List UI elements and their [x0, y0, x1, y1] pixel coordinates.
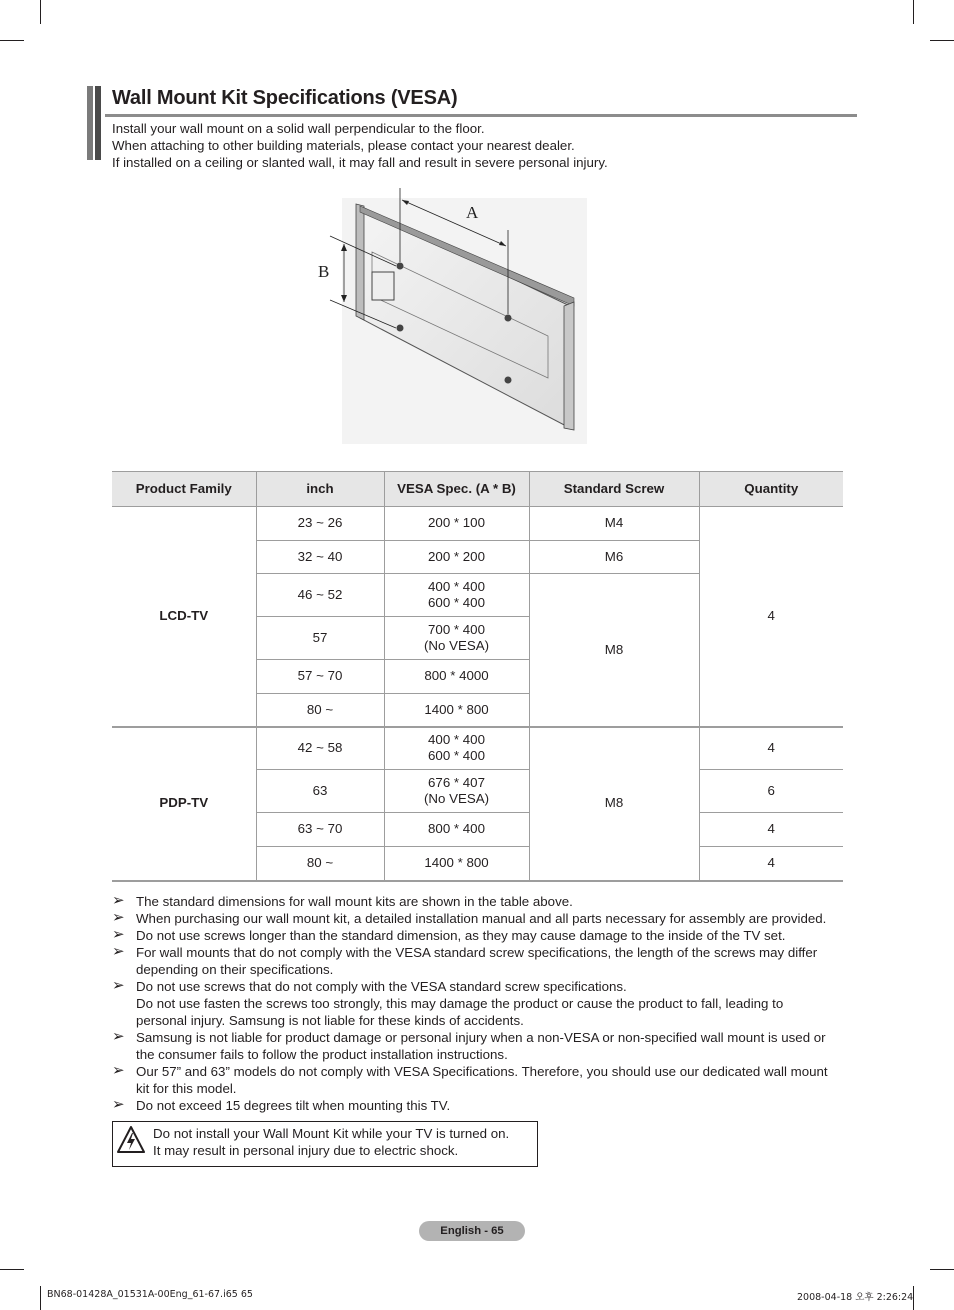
intro-text [112, 120, 852, 171]
screw-cell: M4 [529, 507, 699, 541]
quantity-cell: 6 [699, 770, 843, 813]
vesa-spec-table [112, 471, 843, 882]
note-line: When purchasing our wall mount kit, a detailed installation manual and all parts necessary for assembly are provided. [136, 911, 827, 926]
table-row [112, 507, 843, 541]
inch-cell: 80 ~ [256, 694, 384, 727]
vesa-line: (No VESA) [423, 791, 490, 806]
note-item [112, 1063, 857, 1097]
electric-shock-warning-icon [116, 1125, 146, 1155]
screw-hole-icon [397, 263, 404, 270]
vesa-line: 700 * 400 [428, 621, 485, 637]
note-item [112, 978, 857, 1029]
crop-mark [913, 0, 914, 24]
family-cell: PDP-TV [112, 727, 256, 881]
note-arrow-icon: ➢ [112, 926, 125, 943]
crop-mark [40, 0, 41, 24]
table-row [112, 727, 843, 770]
inch-cell: 57 [256, 617, 384, 660]
screw-hole-icon [505, 315, 512, 322]
note-item [112, 1029, 857, 1063]
inch-cell: 63 [256, 770, 384, 813]
tv-frame-edge [356, 204, 364, 320]
column-header: VESA Spec. (A * B) [384, 472, 529, 507]
intro-line: Install your wall mount on a solid wall perpendicular to the floor. [112, 121, 485, 136]
warning-line: It may result in personal injury due to electric shock. [153, 1143, 459, 1158]
vesa-line: 400 * 400 [428, 731, 485, 747]
inch-cell: 23 ~ 26 [256, 507, 384, 541]
vesa-cell: 800 * 4000 [384, 660, 529, 694]
note-line: Samsung is not liable for product damage or personal injury when a non-VESA or non-specified wall mount is used or [136, 1030, 826, 1045]
vesa-cell [384, 617, 529, 660]
page-title: Wall Mount Kit Specifications (VESA) [112, 87, 458, 109]
print-file-info: BN68-01428A_01531A-00Eng_61-67.i65 65 [47, 1289, 253, 1300]
notes-list [112, 893, 857, 1114]
heading-bar [95, 86, 101, 160]
intro-line: If installed on a ceiling or slanted wall, it may fall and result in severe personal injury. [112, 155, 608, 170]
inch-cell: 42 ~ 58 [256, 727, 384, 770]
note-line: For wall mounts that do not comply with the VESA standard screw specifications, the length of the screws may differ [136, 945, 818, 960]
screw-cell: M8 [529, 574, 699, 727]
family-cell: LCD-TV [112, 507, 256, 727]
warning-box [112, 1121, 538, 1167]
crop-mark [0, 1269, 24, 1270]
note-arrow-icon: ➢ [112, 1096, 125, 1113]
quantity-cell: 4 [699, 727, 843, 770]
vesa-cell [384, 770, 529, 813]
note-line: kit for this model. [136, 1081, 237, 1096]
note-item [112, 910, 857, 927]
note-arrow-icon: ➢ [112, 909, 125, 926]
crop-mark [0, 40, 24, 41]
warning-text [153, 1125, 509, 1159]
inch-cell: 32 ~ 40 [256, 541, 384, 574]
note-item [112, 944, 857, 978]
column-header: Quantity [699, 472, 843, 507]
note-line: Our 57” and 63” models do not comply with VESA Specifications. Therefore, you should use our dedicated wall mount [136, 1064, 828, 1079]
note-line: Do not exceed 15 degrees tilt when mounting this TV. [136, 1098, 451, 1113]
vesa-line: (No VESA) [423, 638, 490, 653]
vesa-line: 400 * 400 [428, 578, 485, 594]
table-header-row [112, 472, 843, 507]
inch-cell: 63 ~ 70 [256, 813, 384, 847]
note-line: Do not use screws that do not comply with the VESA standard screw specifications. [136, 979, 627, 994]
note-line: personal injury. Samsung is not liable for these kinds of accidents. [136, 1013, 524, 1028]
vesa-cell: 200 * 200 [384, 541, 529, 574]
screw-hole-icon [505, 377, 512, 384]
note-item [112, 927, 857, 944]
vesa-cell: 1400 * 800 [384, 694, 529, 727]
crop-mark [40, 1286, 41, 1310]
inch-cell: 57 ~ 70 [256, 660, 384, 694]
vesa-cell [384, 574, 529, 617]
note-line: Do not use fasten the screws too strongly, this may damage the product or cause the product to fall, leading to [136, 996, 784, 1011]
vesa-line: 600 * 400 [428, 748, 485, 764]
note-arrow-icon: ➢ [112, 1062, 125, 1079]
heading-bar [87, 86, 93, 160]
warning-line: Do not install your Wall Mount Kit while your TV is turned on. [153, 1126, 510, 1141]
vesa-cell [384, 727, 529, 770]
crop-mark [930, 40, 954, 41]
screw-cell: M6 [529, 541, 699, 574]
note-item [112, 1097, 857, 1114]
note-arrow-icon: ➢ [112, 943, 125, 960]
page-number-badge: English - 65 [419, 1221, 525, 1241]
vesa-line: 676 * 407 [428, 774, 485, 790]
note-arrow-icon: ➢ [112, 892, 125, 909]
vesa-cell: 800 * 400 [384, 813, 529, 847]
column-header: Product Family [112, 472, 256, 507]
note-line: depending on their specifications. [136, 962, 334, 977]
screw-hole-icon [397, 325, 404, 332]
vesa-line: 600 * 400 [428, 595, 485, 610]
dimension-label-b: B [318, 262, 330, 281]
quantity-cell: 4 [699, 847, 843, 881]
vesa-cell: 1400 * 800 [384, 847, 529, 881]
intro-line: When attaching to other building materials, please contact your nearest dealer. [112, 138, 575, 153]
quantity-cell: 4 [699, 813, 843, 847]
note-line: The standard dimensions for wall mount kits are shown in the table above. [136, 894, 573, 909]
column-header: inch [256, 472, 384, 507]
note-item [112, 893, 857, 910]
vesa-cell: 200 * 100 [384, 507, 529, 541]
tv-side-edge [564, 302, 574, 430]
note-arrow-icon: ➢ [112, 1028, 125, 1045]
crop-mark [930, 1269, 954, 1270]
note-line: Do not use screws longer than the standard dimension, as they may cause damage to the inside of the TV set. [136, 928, 786, 943]
title-rule [105, 114, 857, 117]
screw-cell: M8 [529, 727, 699, 881]
note-arrow-icon: ➢ [112, 977, 125, 994]
inch-cell: 46 ~ 52 [256, 574, 384, 617]
dimension-label-a: A [466, 203, 479, 222]
note-line: the consumer fails to follow the product installation instructions. [136, 1047, 508, 1062]
quantity-cell: 4 [699, 507, 843, 727]
column-header: Standard Screw [529, 472, 699, 507]
tv-rear-diagram [312, 188, 592, 444]
print-timestamp: 2008-04-18 오후 2:26:24 [797, 1292, 914, 1303]
tv-label-plate [372, 272, 394, 300]
inch-cell: 80 ~ [256, 847, 384, 881]
